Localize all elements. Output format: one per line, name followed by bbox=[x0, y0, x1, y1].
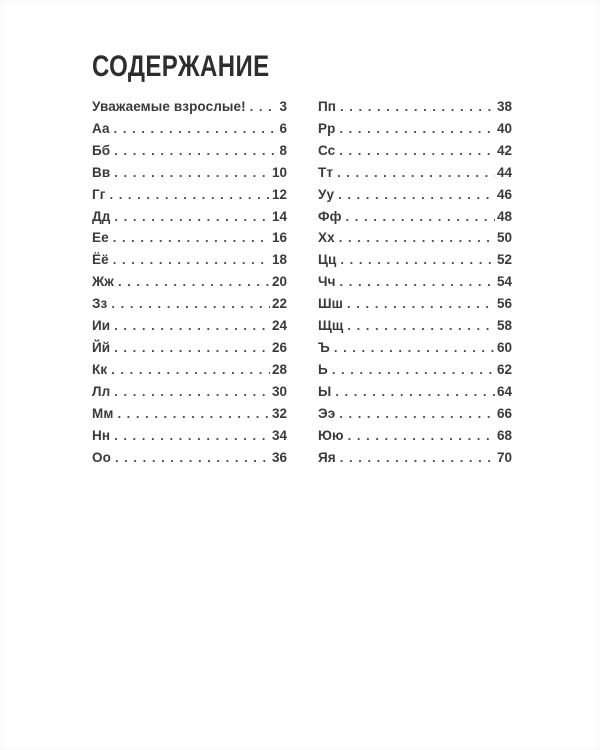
toc-entry-label: Шш bbox=[318, 296, 344, 312]
toc-entry-page: 38 bbox=[496, 99, 512, 114]
toc-entry-page: 60 bbox=[496, 339, 512, 355]
toc-row bbox=[92, 447, 287, 469]
toc-entry-label: Хх bbox=[318, 230, 335, 246]
toc-row bbox=[92, 315, 287, 337]
toc-entry-label: Йй bbox=[92, 339, 111, 355]
toc-column-left bbox=[92, 96, 287, 468]
toc-row bbox=[318, 162, 512, 184]
toc-entry-page: 3 bbox=[279, 99, 287, 114]
toc-row bbox=[318, 184, 512, 206]
toc-entry-label: Ээ bbox=[318, 405, 336, 421]
toc-row bbox=[318, 403, 512, 425]
toc-row bbox=[318, 227, 512, 249]
dot-leader bbox=[113, 227, 270, 249]
dot-leader bbox=[348, 425, 495, 447]
toc-entry-page: 8 bbox=[279, 142, 287, 158]
toc-entry-label: Фф bbox=[318, 208, 342, 224]
toc-row bbox=[92, 293, 287, 315]
dot-leader bbox=[335, 381, 495, 403]
toc-entry-page: 40 bbox=[496, 120, 512, 136]
toc-entry-page: 62 bbox=[496, 361, 512, 377]
toc-entry-label: Пп bbox=[318, 99, 337, 114]
toc-entry-page: 14 bbox=[271, 208, 287, 224]
toc-entry-page: 44 bbox=[496, 164, 512, 180]
dot-leader bbox=[339, 227, 495, 249]
toc-entry-page: 28 bbox=[271, 361, 287, 377]
toc-entry-label: Яя bbox=[318, 449, 336, 465]
toc-entry-page: 52 bbox=[496, 252, 512, 268]
toc-entry-page: 12 bbox=[271, 186, 287, 202]
toc-row bbox=[92, 118, 287, 140]
toc-row bbox=[318, 425, 512, 447]
toc-entry-page: 66 bbox=[496, 405, 512, 421]
toc-columns bbox=[92, 96, 512, 468]
toc-entry-page: 26 bbox=[271, 339, 287, 355]
toc-entry-page: 54 bbox=[496, 274, 512, 290]
toc-entry-label: Уважаемые взрослые! bbox=[92, 99, 246, 114]
toc-entry-page: 18 bbox=[271, 252, 287, 268]
toc-row bbox=[92, 206, 287, 228]
dot-leader bbox=[347, 293, 495, 315]
dot-leader bbox=[339, 140, 495, 162]
dot-leader bbox=[338, 184, 495, 206]
toc-entry-label: Щщ bbox=[318, 318, 344, 334]
toc-entry-label: Ь bbox=[318, 361, 328, 377]
toc-row bbox=[92, 359, 287, 381]
toc-row bbox=[318, 118, 512, 140]
toc-entry-page: 46 bbox=[496, 186, 512, 202]
toc-row bbox=[318, 381, 512, 403]
toc-row bbox=[92, 140, 287, 162]
toc-column-right bbox=[318, 96, 512, 468]
toc-row bbox=[318, 271, 512, 293]
dot-leader bbox=[340, 96, 495, 118]
toc-row bbox=[92, 381, 287, 403]
dot-leader bbox=[332, 359, 495, 381]
toc-row bbox=[318, 293, 512, 315]
toc-entry-page: 32 bbox=[271, 405, 287, 421]
toc-row bbox=[92, 403, 287, 425]
dot-leader bbox=[114, 425, 270, 447]
toc-entry-label: Дд bbox=[92, 208, 111, 224]
toc-entry-page: 56 bbox=[496, 296, 512, 312]
toc-row bbox=[92, 271, 287, 293]
toc-row bbox=[92, 96, 287, 118]
toc-entry-page: 42 bbox=[496, 142, 512, 158]
toc-entry-label: Зз bbox=[92, 296, 108, 312]
toc-row bbox=[92, 162, 287, 184]
toc-entry-label: Лл bbox=[92, 383, 111, 399]
toc-entry-page: 36 bbox=[271, 449, 287, 465]
toc-row bbox=[318, 96, 512, 118]
toc-entry-label: Бб bbox=[92, 142, 111, 158]
toc-entry-label: Цц bbox=[318, 252, 337, 268]
dot-leader bbox=[340, 271, 495, 293]
dot-leader bbox=[114, 337, 270, 359]
toc-row bbox=[318, 337, 512, 359]
toc-entry-label: Уу bbox=[318, 186, 335, 202]
dot-leader bbox=[118, 271, 270, 293]
toc-entry-page: 30 bbox=[271, 383, 287, 399]
dot-leader bbox=[114, 315, 270, 337]
toc-entry-page: 70 bbox=[496, 449, 512, 465]
toc-entry-page: 20 bbox=[271, 274, 287, 290]
dot-leader bbox=[114, 162, 270, 184]
dot-leader bbox=[111, 293, 270, 315]
toc-entry-page: 64 bbox=[496, 383, 512, 399]
dot-leader bbox=[340, 447, 495, 469]
toc-entry-label: Рр bbox=[318, 120, 336, 136]
dot-leader bbox=[337, 162, 495, 184]
toc-row bbox=[318, 315, 512, 337]
toc-row bbox=[318, 447, 512, 469]
page-title: СОДЕРЖАНИЕ bbox=[92, 50, 270, 83]
toc-row bbox=[92, 184, 287, 206]
toc-entry-label: Юю bbox=[318, 427, 344, 443]
toc-entry-page: 48 bbox=[496, 208, 512, 224]
dot-leader bbox=[347, 315, 495, 337]
toc-entry-page: 10 bbox=[271, 164, 287, 180]
toc-entry-page: 22 bbox=[271, 296, 287, 312]
toc-row bbox=[318, 206, 512, 228]
dot-leader bbox=[111, 359, 270, 381]
toc-entry-label: Жж bbox=[92, 274, 114, 290]
dot-leader bbox=[109, 184, 269, 206]
toc-entry-page: 16 bbox=[271, 230, 287, 246]
toc-entry-page: 34 bbox=[271, 427, 287, 443]
toc-entry-label: Ии bbox=[92, 318, 111, 334]
toc-entry-label: Ёё bbox=[92, 252, 109, 268]
toc-row bbox=[92, 249, 287, 271]
toc-entry-label: Оо bbox=[92, 449, 111, 465]
dot-leader bbox=[339, 403, 495, 425]
toc-entry-page: 58 bbox=[496, 318, 512, 334]
toc-entry-label: Чч bbox=[318, 274, 336, 290]
toc-entry-page: 24 bbox=[271, 318, 287, 334]
toc-entry-page: 6 bbox=[279, 120, 287, 136]
dot-leader bbox=[340, 249, 495, 271]
toc-row bbox=[92, 227, 287, 249]
toc-entry-page: 50 bbox=[496, 230, 512, 246]
toc-entry-label: Кк bbox=[92, 361, 108, 377]
toc-entry-label: Ее bbox=[92, 230, 109, 246]
toc-row bbox=[92, 337, 287, 359]
dot-leader bbox=[114, 140, 277, 162]
toc-row bbox=[318, 140, 512, 162]
toc-entry-label: Ы bbox=[318, 383, 332, 399]
dot-leader bbox=[334, 337, 495, 359]
dot-leader bbox=[114, 206, 270, 228]
toc-entry-label: Нн bbox=[92, 427, 111, 443]
toc-entry-label: Аа bbox=[92, 120, 110, 136]
toc-entry-label: Сс bbox=[318, 142, 336, 158]
toc-row bbox=[318, 249, 512, 271]
toc-entry-label: Гг bbox=[92, 186, 106, 202]
dot-leader bbox=[114, 381, 270, 403]
toc-row bbox=[92, 425, 287, 447]
toc-entry-label: Мм bbox=[92, 405, 114, 421]
dot-leader bbox=[115, 447, 270, 469]
dot-leader bbox=[117, 403, 270, 425]
dot-leader bbox=[339, 118, 495, 140]
toc-entry-page: 68 bbox=[496, 427, 512, 443]
toc-row bbox=[318, 359, 512, 381]
dot-leader bbox=[346, 206, 495, 228]
toc-entry-label: Ъ bbox=[318, 339, 330, 355]
toc-entry-label: Тт bbox=[318, 164, 334, 180]
dot-leader bbox=[114, 118, 278, 140]
toc-entry-label: Вв bbox=[92, 164, 111, 180]
dot-leader bbox=[113, 249, 270, 271]
dot-leader bbox=[250, 96, 278, 118]
